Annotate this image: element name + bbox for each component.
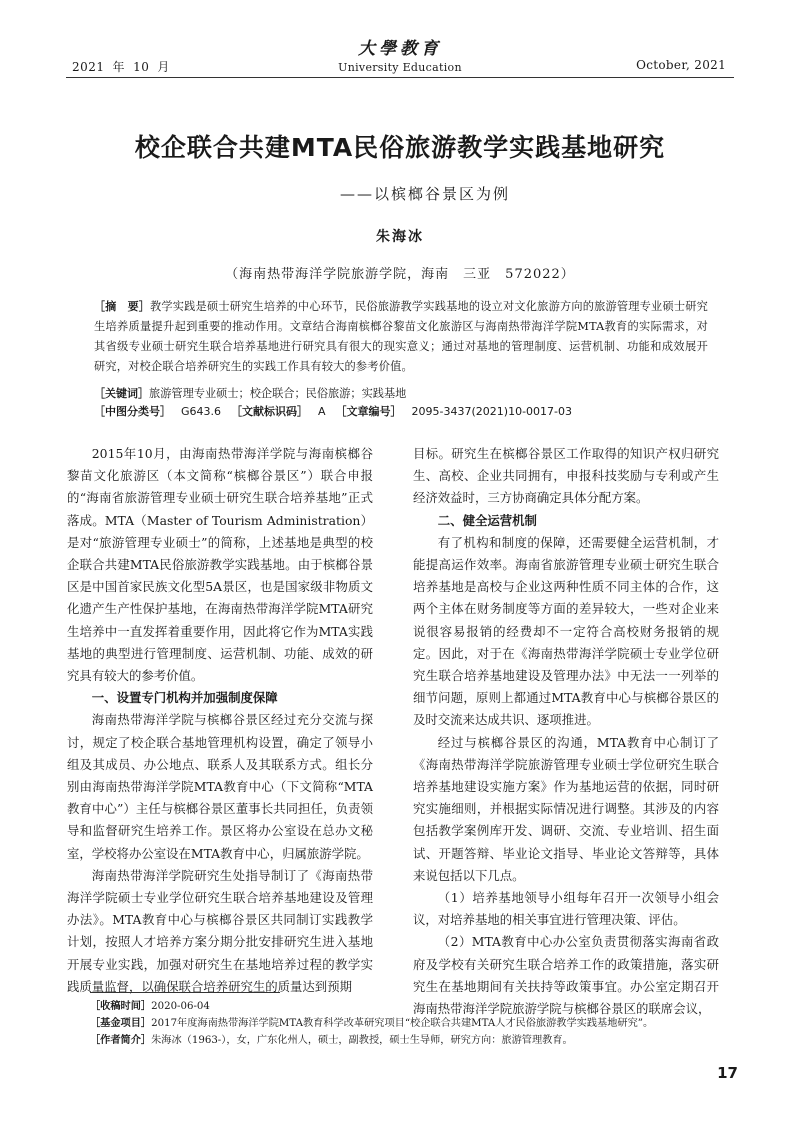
footnotes — [90, 998, 730, 1049]
journal-name-en: University Education — [338, 61, 462, 74]
header-year-char: 年 — [112, 60, 126, 74]
section-heading-2: 二、健全运营机制 — [437, 512, 537, 528]
article-author: 朱海冰 — [376, 229, 424, 245]
paragraph: 2015年10月，由海南热带海洋学院与海南槟榔谷黎苗文化旅游区（本文简称“槟榔谷景区”）联合申报的“海南省旅游管理专业硕士研究生联合培养基地”正式落成。MTA（Master of Tourism Administration）是对“旅游管理专业硕士”的简称，上述基地是典型的校企联合共建MTA民俗旅游教学实践基地。由于槟榔谷景区是中国首家民族文化型5A景区，也是国家级非物质文化遗产生产性保护基地，在海南热带海洋学院MTA研究生培养中一直发挥着重要作用，因此将它作为MTA实践基地的典型进行管理制度、运营机制、功能、成效的研究具有较大的参考价值。 — [67, 446, 373, 684]
doc-code-label: ［文献标识码］ — [231, 405, 309, 418]
paragraph: 海南热带海洋学院研究生处指导制订了《海南热带海洋学院硕士专业学位研究生联合培养基地建设及管理办法》。MTA教育中心与槟榔谷景区共同制订实践教学计划，按照人才培养方案分期分批安排研究生进入基地开展专业实践，加强对研究生在基地培养过程的教学实践质量监督，以确保联合培养研究生的质量达到预期 — [67, 867, 373, 994]
header-month: 10 — [133, 60, 150, 74]
page-number: 17 — [717, 1064, 738, 1082]
doc-code-value: A — [318, 405, 326, 418]
header-month-char: 月 — [157, 60, 170, 74]
paragraph: （1）培养基地领导小组每年召开一次领导小组会议，对培养基地的相关事宜进行管理决策、评估。 — [413, 890, 719, 928]
article-title: 校企联合共建MTA民俗旅游教学实践基地研究 — [134, 133, 666, 162]
author-bio-text: 朱海冰（1963-），女，广东化州人，硕士，副教授，硕士生导师，研究方向：旅游管理教育。 — [151, 1035, 573, 1046]
author-affiliation: （海南热带海洋学院旅游学院，海南 三亚 572022） — [225, 267, 575, 282]
footnote-divider — [90, 992, 280, 993]
received-date: 2020-06-04 — [151, 1001, 210, 1012]
header-issue-date — [72, 58, 178, 75]
fund-text: 2017年度海南热带海洋学院MTA教育科学改革研究项目“校企联合共建MTA人才民俗旅游教学实践基地研究”。 — [151, 1018, 654, 1029]
paragraph: （2）MTA教育中心办公室负责贯彻落实海南省政府及学校有关研究生联合培养工作的政策措施，落实研究生在基地期间有关扶持等政策事宜。办公室定期召开海南热带海洋学院旅游学院与槟榔谷景区的联席会议， — [413, 934, 719, 1017]
paragraph: 经过与槟榔谷景区的沟通，MTA教育中心制订了《海南热带海洋学院旅游管理专业硕士学位研究生联合培养基地建设实施方案》作为基地运营的依据，同时研究实施细则，并根据实际情况进行调整。其涉及的内容包括教学案例库开发、调研、交流、专业培训、招生面试、开题答辩、毕业论文指导、毕业论文答辩等，具体来说包括以下几点。 — [413, 734, 719, 883]
header-date-en: October, 2021 — [636, 58, 726, 72]
classification-line — [94, 402, 708, 422]
journal-masthead — [300, 34, 500, 74]
keywords-text: 旅游管理专业硕士；校企联合；民俗旅游；实践基地 — [149, 387, 407, 400]
keywords-label: ［关键词］ — [94, 387, 149, 400]
abstract-label: ［摘 要］ — [94, 300, 150, 313]
abstract-text: 教学实践是硕士研究生培养的中心环节，民俗旅游教学实践基地的设立对文化旅游方向的旅游管理专业硕士研究生培养质量提升起到重要的推动作用。文章结合海南槟榔谷黎苗文化旅游区与海南热带海洋学院MTA教育的实际需求，对其省级专业硕士研究生联合培养基地进行研究具有很大的现实意义；通过对基地的管理制度、运营机制、功能和成效展开研究，对校企联合培养研究生的实践工作具有较大的参考价值。 — [94, 300, 708, 373]
footnote-author — [90, 1032, 730, 1049]
received-label: ［收稿时间］ — [90, 1001, 152, 1012]
paragraph: 海南热带海洋学院与槟榔谷景区经过充分交流与探讨，规定了校企联合基地管理机构设置，确定了领导小组及其成员、办公地点、联系人及其联系方式。组长分别由海南热带海洋学院MTA教育中心（下文简称“MTA教育中心”）主任与槟榔谷景区董事长共同担任，负责领导和监督研究生培养工作。景区将办公室设在总办文秘室，学校将办公室设在MTA教育中心，归属旅游学院。 — [67, 712, 373, 861]
keywords — [94, 384, 708, 404]
journal-logo-cn: 大學教育 — [358, 39, 442, 59]
header-divider — [66, 77, 734, 78]
article-id-label: ［文章编号］ — [335, 405, 402, 418]
footnote-received — [90, 998, 730, 1015]
body-column-right — [413, 443, 719, 1020]
footnote-fund — [90, 1015, 730, 1032]
section-heading-1: 一、设置专门机构并加强制度保障 — [91, 690, 278, 706]
article-id-value: 2095-3437(2021)10-0017-03 — [411, 405, 573, 418]
article-subtitle: ——以槟榔谷景区为例 — [339, 185, 510, 203]
body-column-left — [67, 443, 373, 998]
author-bio-label: ［作者简介］ — [90, 1035, 152, 1046]
clc-value: G643.6 — [181, 405, 222, 418]
paragraph: 目标。研究生在槟榔谷景区工作取得的知识产权归研究生、高校、企业共同拥有，申报科技奖励与专利或产生经济效益时，三方协商确定具体分配方案。 — [413, 446, 719, 506]
header-year: 2021 — [72, 60, 105, 74]
abstract — [94, 297, 708, 377]
paragraph: 有了机构和制度的保障，还需要健全运营机制，才能提高运作效率。海南省旅游管理专业硕士研究生联合培养基地是高校与企业这两种性质不同主体的合作，这两个主体在财务制度等方面的差异较大，一些对企业来说很容易报销的经费却不一定符合高校财务报销的规定。因此，对于在《海南热带海洋学院硕士专业学位研究生联合培养基地建设及管理办法》中无法一一列举的细节问题，原则上都通过MTA教育中心与槟榔谷景区的及时交流来达成共识、逐项推进。 — [413, 534, 719, 728]
fund-label: ［基金项目］ — [90, 1018, 152, 1029]
clc-label: ［中图分类号］ — [94, 405, 171, 418]
